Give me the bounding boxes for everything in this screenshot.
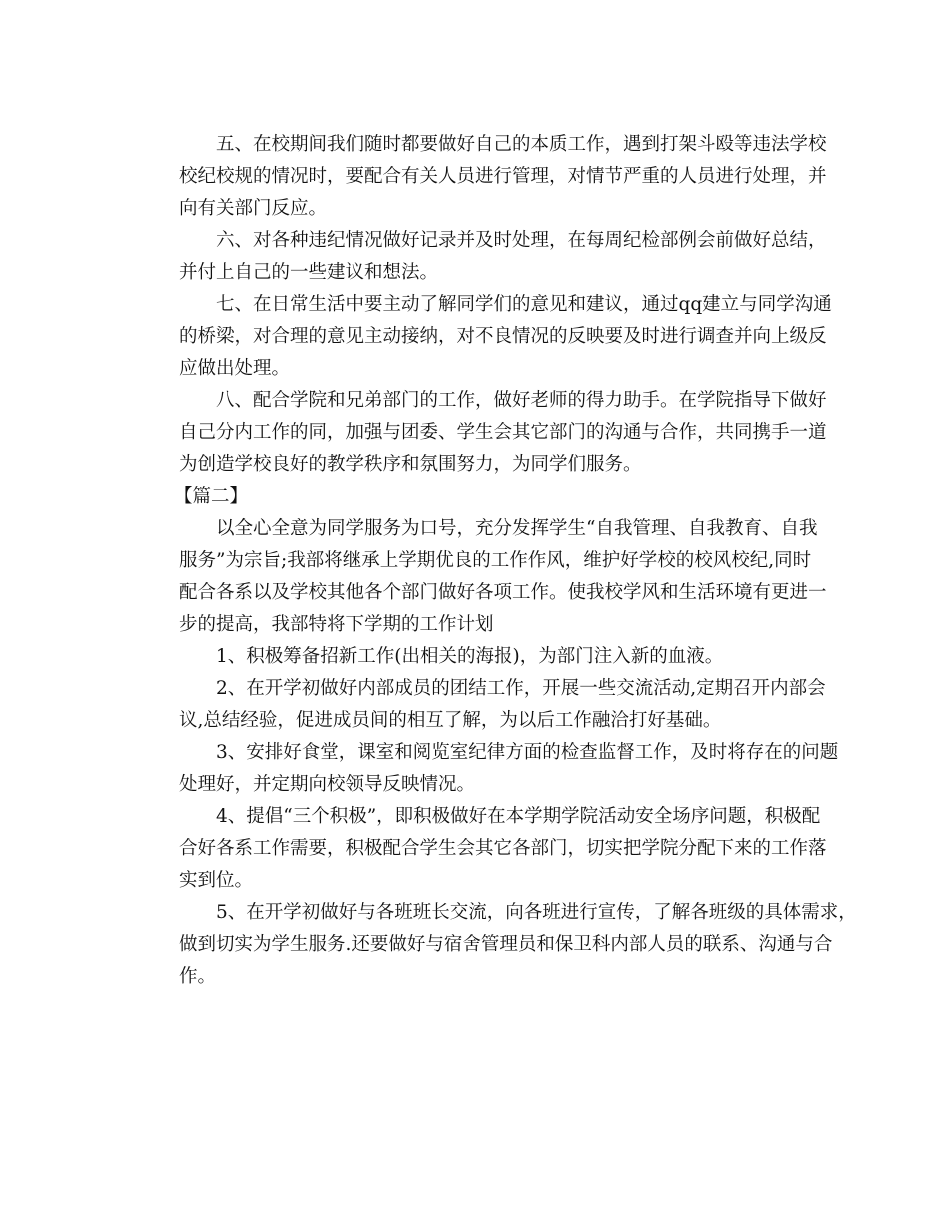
text-line: 配合各系以及学校其他各个部门做好各项工作。使我校学风和生活环境有更进一 — [179, 582, 827, 603]
text-line: 校纪校规的情况时，要配合有关人员进行管理，对情节严重的人员进行处理，并 — [179, 166, 827, 187]
text-line: 六、对各种违纪情况做好记录并及时处理，在每周纪检部例会前做好总结， — [216, 230, 827, 251]
paragraph-item-8 — [142, 385, 827, 481]
text-line: 议,总结经验，促进成员间的相互了解，为以后工作融洽打好基础。 — [179, 710, 722, 731]
text-line: 并付上自己的一些建议和想法。 — [179, 262, 439, 283]
paragraph-plan-3 — [142, 737, 839, 801]
text-line: 的桥梁，对合理的意见主动接纳，对不良情况的反映要及时进行调查并向上级反 — [179, 326, 827, 347]
text-line: 步的提高，我部特将下学期的工作计划 — [179, 614, 494, 635]
text-line: 向有关部门反应。 — [179, 198, 328, 219]
paragraph-intro — [142, 513, 827, 641]
text-line: 实到位。 — [179, 870, 254, 891]
paragraph-plan-2 — [142, 673, 826, 737]
text-line: 七、在日常生活中要主动了解同学们的意见和建议，通过qq建立与同学沟通 — [216, 294, 832, 315]
text-line: 做到切实为学生服务.还要做好与宿舍管理员和保卫科内部人员的联系、沟通与合 — [179, 934, 833, 955]
text-line: 应做出处理。 — [179, 358, 291, 379]
text-line: 2、在开学初做好内部成员的团结工作，开展一些交流活动,定期召开内部会 — [216, 678, 826, 699]
paragraph-plan-4 — [142, 801, 827, 897]
text-line: 4、提倡“三个积极”，即积极做好在本学期学院活动安全场序问题，积极配 — [216, 806, 821, 827]
paragraph-item-5 — [142, 129, 827, 225]
text-line: 5、在开学初做好与各班班长交流，向各班进行宣传，了解各班级的具体需求， — [216, 902, 857, 923]
paragraph-plan-1 — [142, 641, 810, 673]
section-heading: 【篇二】 — [174, 486, 249, 507]
text-line: 合好各系工作需要，积极配合学生会其它各部门，切实把学院分配下来的工作落 — [179, 838, 827, 859]
text-line: 处理好，并定期向校领导反映情况。 — [179, 774, 476, 795]
paragraph-plan-5 — [142, 897, 857, 993]
text-line: 1、积极筹备招新工作(出相关的海报)，为部门注入新的血液。 — [216, 646, 724, 667]
text-line: 3、安排好食堂，课室和阅览室纪律方面的检查监督工作，及时将存在的问题 — [216, 742, 839, 763]
text-line: 为创造学校良好的教学秩序和氛围努力，为同学们服务。 — [179, 454, 642, 475]
paragraph-item-6 — [142, 225, 827, 289]
document-body — [142, 129, 857, 993]
paragraph-item-7 — [142, 289, 832, 385]
text-line: 服务”为宗旨;我部将继承上学期优良的工作作风，维护好学校的校风校纪,同时 — [179, 550, 812, 571]
text-line: 八、配合学院和兄弟部门的工作，做好老师的得力助手。在学院指导下做好 — [216, 390, 827, 411]
text-line: 作。 — [179, 966, 217, 987]
text-line: 自己分内工作的同，加强与团委、学生会其它部门的沟通与合作，共同携手一道 — [179, 422, 827, 443]
text-line: 以全心全意为同学服务为口号，充分发挥学生“自我管理、自我教育、自我 — [216, 518, 818, 539]
text-line: 五、在校期间我们随时都要做好自己的本质工作，遇到打架斗殴等违法学校 — [216, 134, 827, 155]
